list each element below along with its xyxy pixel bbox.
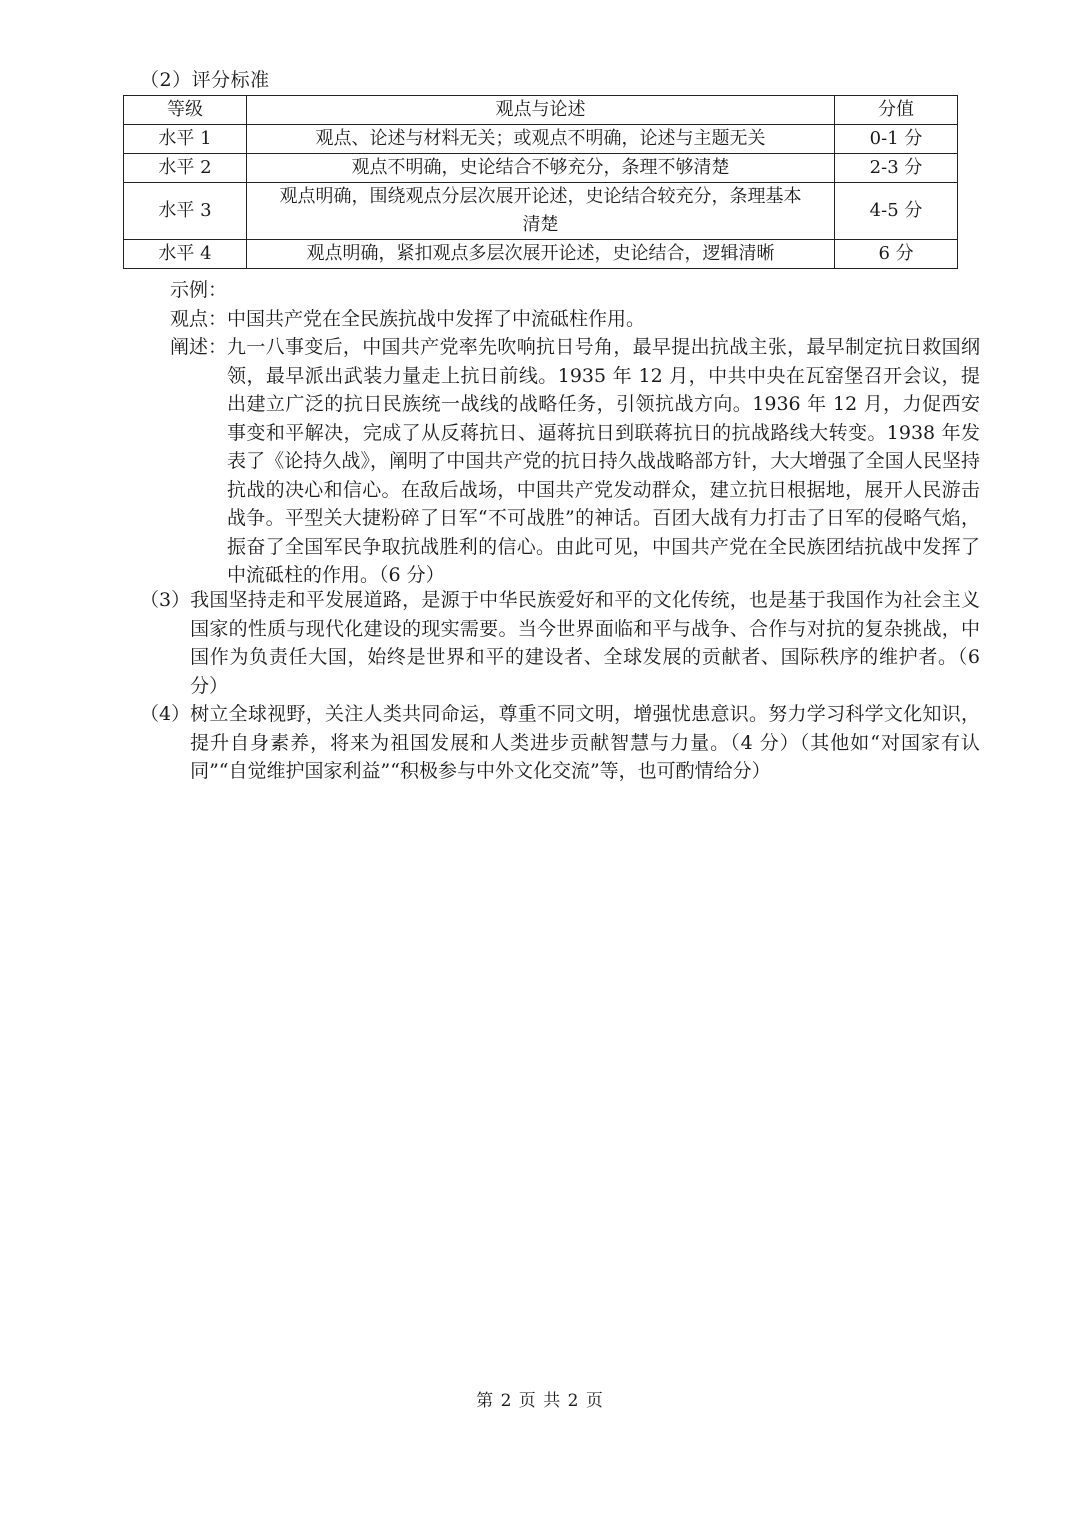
answer-text: 我国坚持走和平发展道路，是源于中华民族爱好和平的文化传统，也是基于我国作为社会主义国家的性质与现代化建设的现实需要。当今世界面临和平与战争、合作与对抗的复杂挑战，中国作为负责任大国，始终是世界和平的建设者、全球发展的贡献者、国际秩序的维护者。（6 分） [190, 589, 980, 697]
table-row [124, 183, 958, 240]
header-description: 观点与论述 [246, 96, 834, 125]
description-cell: 观点不明确，史论结合不够充分，条理不够清楚 [246, 154, 834, 183]
page-footer: 第 2 页 共 2 页 [476, 1391, 604, 1411]
example-block [170, 276, 980, 590]
answer-item-4 [140, 700, 980, 786]
description-line-2: 清楚 [522, 214, 559, 235]
answer-number: （3） [140, 589, 191, 611]
level-cell: 水平 3 [124, 183, 247, 240]
answer-text: 树立全球视野，关注人类共同命运，尊重不同文明，增强忧患意识。努力学习科学文化知识，提升自身素养，将来为祖国发展和人类进步贡献智慧与力量。（4 分）（其他如“对国家有认同”“自觉维护国家利益”“积极参与中外文化交流”等，也可酌情给分） [190, 703, 980, 782]
description-cell [246, 183, 834, 240]
score-cell: 0-1 分 [835, 125, 958, 154]
description-cell: 观点、论述与材料无关；或观点不明确，论述与主题无关 [246, 125, 834, 154]
score-cell: 2-3 分 [835, 154, 958, 183]
table-header-row [124, 96, 958, 125]
rubric-table [123, 95, 958, 269]
table-row [124, 154, 958, 183]
table-row [124, 240, 958, 269]
argument-label: 阐述： [170, 336, 228, 358]
viewpoint-paragraph [170, 305, 980, 334]
header-score: 分值 [835, 96, 958, 125]
description-cell: 观点明确，紧扣观点多层次展开论述，史论结合，逻辑清晰 [246, 240, 834, 269]
table-row [124, 125, 958, 154]
argument-text: 九一八事变后，中国共产党率先吹响抗日号角，最早提出抗战主张，最早制定抗日救国纲领，最早派出武装力量走上抗日前线。1935 年 12 月，中共中央在瓦窑堡召开会议，提出建立广泛的抗日民族统一战线的战略任务，引领抗战方向。1936 年 12 月，力促西安事变和平解决，完成了从反蒋抗日、逼蒋抗日到联蒋抗日的抗战路线大转变。1938 年发表了《论持久战》，阐明了中国共产党的抗日持久战战略部方针，大大增强了全国人民坚持抗战的决心和信心。在敌后战场，中国共产党发动群众，建立抗日根据地，展开人民游击战争。平型关大捷粉碎了日军“不可战胜”的神话。百团大战有力打击了日军的侵略气焰，振奋了全国军民争取抗战胜利的信心。由此可见，中国共产党在全民族团结抗战中发挥了中流砥柱的作用。（6 分） [227, 336, 980, 586]
score-cell: 6 分 [835, 240, 958, 269]
answer-number: （4） [140, 703, 191, 725]
argument-paragraph [170, 333, 980, 590]
answer-item-3 [140, 586, 980, 700]
score-cell: 4-5 分 [835, 183, 958, 240]
section-heading: （2）评分标准 [140, 69, 270, 91]
answers-block [140, 586, 980, 786]
header-level: 等级 [124, 96, 247, 125]
description-line-1: 观点明确，围绕观点分层次展开论述，史论结合较充分，条理基本 [279, 186, 802, 207]
viewpoint-text: 中国共产党在全民族抗战中发挥了中流砥柱作用。 [227, 307, 646, 330]
viewpoint-label: 观点： [170, 307, 228, 330]
level-cell: 水平 2 [124, 154, 247, 183]
example-label: 示例： [170, 279, 228, 301]
level-cell: 水平 1 [124, 125, 247, 154]
level-cell: 水平 4 [124, 240, 247, 269]
